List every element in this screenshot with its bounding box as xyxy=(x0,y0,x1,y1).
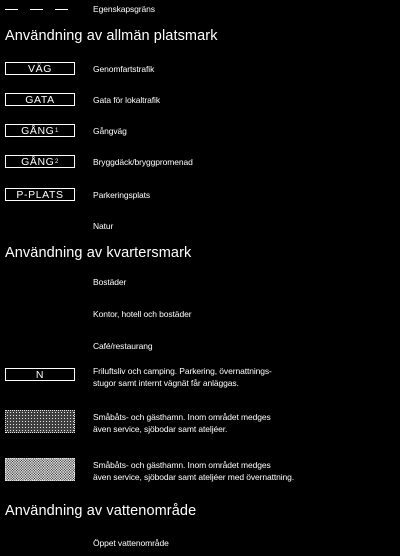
symbol-gang2-sub: 2 xyxy=(54,158,59,165)
symbol-gang1-sub: 1 xyxy=(54,127,59,134)
desc-gata: Gata för lokaltrafik xyxy=(93,95,160,105)
desc-oppet-vatten: Öppet vattenområde xyxy=(93,538,169,548)
symbol-gang2-code: GÅNG xyxy=(21,155,55,168)
desc-natur: Natur xyxy=(93,221,114,231)
symbol-smabat-hatch-2 xyxy=(5,458,75,481)
desc-cafe: Café/restaurang xyxy=(93,341,153,351)
boundary-label: Egenskapsgräns xyxy=(93,4,155,14)
symbol-n xyxy=(5,368,75,381)
desc-pplats: Parkeringsplats xyxy=(93,190,151,200)
symbol-pplats xyxy=(5,188,75,201)
desc-bostader: Bostäder xyxy=(93,277,127,287)
desc-smabat2-line1: Småbåts- och gästhamn. Inom området medges xyxy=(93,460,271,470)
desc-smabat1-line2: även service, sjöbodar samt ateljéer. xyxy=(93,424,228,434)
desc-kontor: Kontor, hotell och bostäder xyxy=(93,309,192,319)
desc-smabat1-line1: Småbåts- och gästhamn. Inom området medges xyxy=(93,412,271,422)
symbol-smabat-hatch-1 xyxy=(5,410,75,433)
symbol-pplats-code: P-PLATS xyxy=(16,188,64,201)
heading-vattenomrade: Användning av vattenområde xyxy=(5,503,197,519)
symbol-gata xyxy=(5,93,75,106)
desc-n-line2: stugor samt internt vägnät får anläggas. xyxy=(93,378,239,388)
desc-vag: Genomfartstrafik xyxy=(93,64,155,74)
symbol-gang2 xyxy=(5,155,75,168)
symbol-vag xyxy=(5,62,75,75)
symbol-n-code: N xyxy=(35,368,45,381)
symbol-gang1 xyxy=(5,124,75,137)
heading-kvartersmark: Användning av kvartersmark xyxy=(5,245,192,261)
symbol-gang1-code: GÅNG xyxy=(21,124,55,137)
desc-gang1: Gångväg xyxy=(93,126,127,136)
desc-n-line1: Friluftsliv och camping. Parkering, övernattnings- xyxy=(93,366,272,376)
symbol-gata-code: GATA xyxy=(25,93,55,106)
boundary-dashed-line xyxy=(5,9,75,10)
desc-gang2: Bryggdäck/bryggpromenad xyxy=(93,157,193,167)
symbol-vag-code: VÄG xyxy=(28,62,52,75)
desc-smabat2-line2: även service, sjöbodar samt ateljéer med övernattning. xyxy=(93,472,295,482)
heading-allman-platsmark: Användning av allmän platsmark xyxy=(5,28,218,44)
